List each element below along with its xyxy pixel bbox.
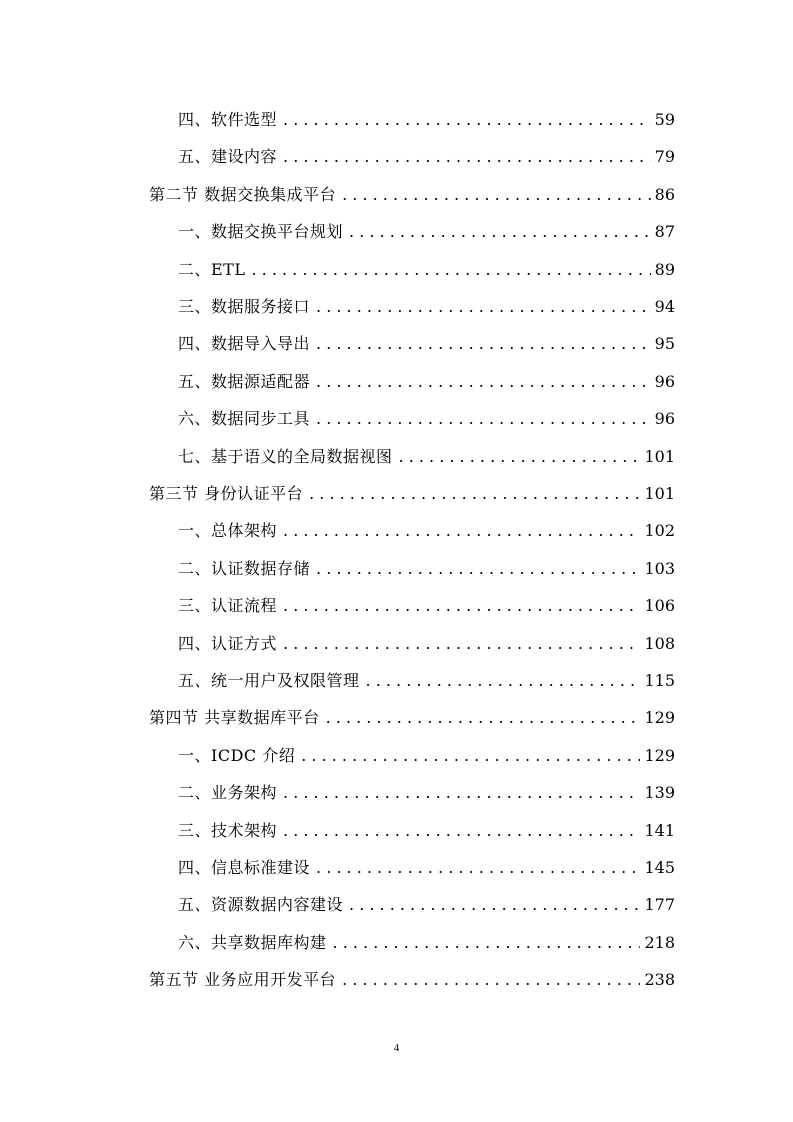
toc-entry-label: 四、信息标准建设 [178, 858, 311, 877]
toc-entry-label: 二、业务架构 [178, 783, 278, 803]
toc-dot-leader [349, 213, 651, 250]
toc-entry-page-number: 115 [644, 671, 675, 690]
toc-dot-leader [283, 587, 640, 624]
toc-subsection-entry[interactable] [178, 400, 675, 437]
toc-entry-label: 第四节 共享数据库平台 [149, 708, 320, 728]
toc-dot-leader [283, 512, 640, 549]
toc-subsection-entry[interactable] [178, 438, 675, 475]
toc-dot-leader [283, 812, 640, 849]
toc-entry-label: 四、数据导入导出 [178, 334, 311, 354]
toc-entry-page-number: 102 [644, 521, 675, 541]
toc-subsection-entry[interactable] [178, 662, 675, 699]
toc-subsection-entry[interactable] [178, 363, 675, 400]
toc-entry-label: 一、数据交换平台规划 [178, 222, 344, 242]
toc-dot-leader [333, 924, 641, 961]
toc-entry-page-number: 59 [654, 110, 675, 129]
toc-subsection-entry[interactable] [178, 849, 675, 886]
toc-entry-page-number: 89 [654, 259, 675, 279]
toc-subsection-entry[interactable] [178, 774, 675, 811]
toc-entry-page-number: 101 [644, 446, 675, 466]
toc-subsection-entry[interactable] [178, 251, 675, 288]
toc-dot-leader [283, 138, 651, 175]
toc-entry-label: 三、技术架构 [178, 820, 278, 840]
toc-dot-leader [326, 699, 641, 736]
toc-entry-label: 四、认证方式 [178, 633, 278, 653]
toc-subsection-entry[interactable] [178, 812, 675, 849]
toc-entry-label: 六、数据同步工具 [178, 409, 311, 429]
toc-entry-page-number: 95 [654, 334, 675, 354]
toc-entry-label: 第五节 业务应用开发平台 [149, 970, 337, 990]
toc-dot-leader [399, 438, 641, 475]
toc-subsection-entry[interactable] [178, 138, 675, 175]
toc-entry-page-number: 218 [644, 932, 675, 952]
toc-section-entry[interactable] [149, 475, 675, 512]
toc-entry-label: 七、基于语义的全局数据视图 [178, 446, 393, 466]
toc-entry-label: 五、数据源适配器 [178, 371, 311, 391]
toc-dot-leader [316, 400, 651, 437]
toc-section-entry[interactable] [149, 961, 675, 998]
toc-entry-page-number: 129 [644, 745, 675, 765]
toc-entry-page-number: 145 [644, 858, 675, 877]
toc-entry-page-number: 103 [644, 558, 675, 578]
toc-subsection-entry[interactable] [178, 924, 675, 961]
toc-entry-page-number: 238 [644, 970, 675, 990]
toc-entry-page-number: 177 [644, 895, 675, 915]
toc-subsection-entry[interactable] [178, 325, 675, 362]
toc-entry-label: 一、ICDC 介绍 [178, 745, 296, 765]
toc-entry-page-number: 94 [654, 297, 675, 316]
toc-dot-leader [283, 625, 640, 662]
toc-entry-label: 二、认证数据存储 [178, 558, 311, 578]
toc-entry-label: 四、软件选型 [178, 110, 278, 129]
toc-entry-label: 二、ETL [178, 259, 246, 279]
toc-entry-label: 一、总体架构 [178, 521, 278, 541]
toc-entry-label: 五、统一用户及权限管理 [178, 671, 360, 690]
toc-subsection-entry[interactable] [178, 512, 675, 549]
toc-entry-page-number: 101 [644, 484, 675, 503]
toc-dot-leader [316, 288, 651, 325]
toc-dot-leader [316, 849, 640, 886]
toc-subsection-entry[interactable] [178, 625, 675, 662]
toc-dot-leader [283, 101, 651, 138]
toc-dot-leader [283, 774, 640, 811]
toc-dot-leader [316, 550, 640, 587]
toc-entry-label: 五、资源数据内容建设 [178, 895, 344, 915]
toc-dot-leader [309, 475, 640, 512]
toc-subsection-entry[interactable] [178, 886, 675, 923]
toc-subsection-entry[interactable] [178, 587, 675, 624]
toc-entry-page-number: 106 [644, 596, 675, 616]
toc-entry-label: 第二节 数据交换集成平台 [149, 184, 337, 204]
toc-subsection-entry[interactable] [178, 550, 675, 587]
toc-dot-leader [342, 176, 651, 213]
toc-entry-page-number: 96 [654, 371, 675, 391]
toc-dot-leader [301, 737, 640, 774]
toc-subsection-entry[interactable] [178, 101, 675, 138]
toc-subsection-entry[interactable] [178, 737, 675, 774]
toc-dot-leader [349, 886, 640, 923]
toc-entry-page-number: 141 [644, 820, 675, 840]
page-number: 4 [393, 1042, 400, 1054]
toc-dot-leader [251, 251, 650, 288]
toc-entry-label: 五、建设内容 [178, 147, 278, 167]
toc-subsection-entry[interactable] [178, 288, 675, 325]
toc-entry-label: 第三节 身份认证平台 [149, 484, 304, 503]
toc-entry-label: 三、认证流程 [178, 596, 278, 616]
toc-section-entry[interactable] [149, 699, 675, 736]
toc-entry-page-number: 129 [644, 708, 675, 728]
toc-entry-page-number: 139 [644, 783, 675, 803]
toc-entry-page-number: 86 [654, 184, 675, 204]
toc-entry-page-number: 96 [654, 409, 675, 429]
toc-entry-label: 三、数据服务接口 [178, 297, 311, 316]
toc-entry-page-number: 87 [654, 222, 675, 242]
toc-dot-leader [366, 662, 641, 699]
toc-dot-leader [342, 961, 640, 998]
toc-dot-leader [316, 363, 651, 400]
toc-entry-page-number: 79 [654, 147, 675, 167]
toc-subsection-entry[interactable] [178, 213, 675, 250]
toc-entry-label: 六、共享数据库构建 [178, 932, 327, 952]
toc-dot-leader [316, 325, 651, 362]
toc-section-entry[interactable] [149, 176, 675, 213]
toc-entry-page-number: 108 [644, 633, 675, 653]
